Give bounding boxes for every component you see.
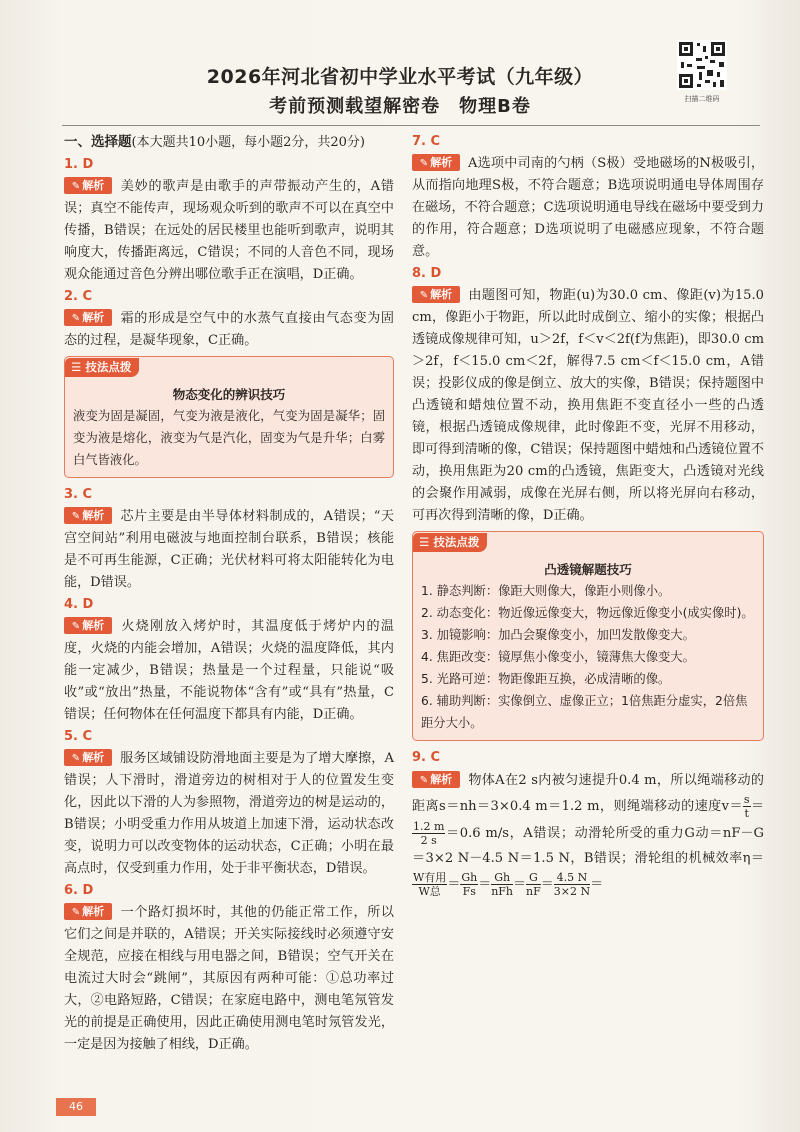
pencil-icon: ✎ (419, 290, 429, 301)
analysis-tag: ✎ 解析 (64, 749, 112, 766)
tip-item: 6. 辅助判断：实像倒立、虚像正立；1倍焦距分虚实，2倍焦距分大小。 (421, 694, 748, 730)
answer-1: 1. D (64, 157, 94, 172)
tip-box-8 (412, 531, 764, 741)
section-heading (64, 131, 394, 154)
velocity-formula: v＝ $\frac{s}{t}$ ＝ $\frac{1.2 m}{2 s}$ (413, 793, 764, 847)
exam-title: 2026年河北省初中学业水平考试（九年级） (206, 66, 594, 88)
pencil-icon: ✎ (71, 621, 81, 632)
explanation-1: ✎ 解析 美妙的歌声是由歌手的声带振动产生的，A错误；真空不能传声，现场观众听到的歌声不可以在真空中传播，B错误；在远处的居民楼里也能听到歌声，说明其响度大，传播距离远，C错误；不同的人音色不同，现场观众能通过音色分辨出哪位歌手正在演唱，D正确。 (64, 179, 394, 282)
answer-3: 3. C (64, 487, 93, 502)
analysis-tag: ✎ 解析 (64, 617, 112, 634)
answer-8: 8. D (412, 266, 442, 281)
tips-tag: ☰ 技法点拨 (413, 533, 487, 552)
answer-6: 6. D (64, 883, 94, 898)
answer-7: 7. C (412, 134, 441, 149)
analysis-tag: ✎ 解析 (64, 309, 112, 326)
pencil-icon: ✎ (71, 753, 81, 764)
section-title: 一、选择题 (64, 134, 132, 150)
tip-item: 5. 光路可逆：物距像距互换，必成清晰的像。 (421, 672, 671, 686)
analysis-tag: ✎ 解析 (412, 154, 460, 171)
tip-title: 物态变化的辨识技巧 (172, 387, 286, 402)
tip-item: 2. 动态变化：物近像远像变大，物远像近像变小(成实像时)。 (421, 606, 754, 620)
pencil-icon: ✎ (71, 907, 81, 918)
pencil-icon: ✎ (71, 313, 81, 324)
page-number: 46 (56, 1098, 96, 1116)
analysis-tag: ✎ 解析 (64, 903, 112, 920)
answer-2: 2. C (64, 289, 93, 304)
section-note: (本大题共10小题，每小题2分，共20分) (131, 135, 365, 150)
explanation-8: ✎ 解析 由题图可知，物距(u)为30.0 cm、像距(v)为15.0 cm，像距小于物距，所以此时成倒立、缩小的实像；根据凸透镜成像规律可知，u＞2f，f＜v＜2f(f为焦距)，即30.0 cm＞2f，f＜15.0 cm＜2f，解得7.5 cm＜f＜15.0 cm，A错误；投影仪成的像是倒立、放大的实像，B错误；保持题图中凸透镜和蜡烛位置不动，换用焦距不变直径小一些的凸透镜，根据凸透镜成像规律，此时像距不变，光屏不用移动，即可得到清晰的像，C错误；保持题图中蜡烛和凸透镜位置不动，换用焦距为20 cm的凸透镜，焦距变大，凸透镜对光线的会聚作用减弱，成像在光屏右侧，所以将光屏向右移动，可再次得到清晰的像，D正确。 (412, 288, 764, 523)
explanation-4: ✎ 解析 火烧刚放入烤炉时，其温度低于烤炉内的温度，火烧的内能会增加，A错误；火烧的温度降低，其内能一定减少，B错误；热量是一个过程量，只能说“吸收”或“放出”热量，不能说物体“含有”或“具有”热量，C错误；任何物体在任何温度下都具有内能，D正确。 (64, 619, 394, 722)
explanation-3: ✎ 解析 芯片主要是由半导体材料制成的，A错误；“天宫空间站”利用电磁波与地面控制台联系，B错误；核能是不可再生能源，C正确；光伏材料可将太阳能转化为电能，D错误。 (64, 509, 394, 590)
tips-tag: ☰ 技法点拨 (65, 358, 139, 377)
analysis-tag: ✎ 解析 (412, 771, 460, 788)
analysis-tag: ✎ 解析 (412, 286, 460, 303)
qr-label: 扫描二维码 (684, 95, 720, 103)
tip-item: 1. 静态判断：像距大则像大，像距小则像小。 (421, 584, 671, 598)
tip-item: 3. 加镜影响：加凸会聚像变小，加凹发散像变大。 (421, 628, 695, 642)
right-column (412, 131, 764, 898)
explanation-5: ✎ 解析 服务区域铺设防滑地面主要是为了增大摩擦，A错误；人下滑时，滑道旁边的树相对于人的位置发生变化，因此以下滑的人为参照物，滑道旁边的树是运动的，B错误；小明受重力作用从坡道上加速下滑，运动状态改变，说明力可以改变物体的运动状态，C正确；小明在最高点时，仅受到重力作用，处于非平衡状态，D错误。 (64, 751, 394, 876)
explanation-6: ✎ 解析 一个路灯损坏时，其他的仍能正常工作，所以它们之间是并联的，A错误；开关实际接线时必须遵守安全规范，应接在相线与用电器之间，B错误；空气开关在电流过大时会“跳闸”，其原因有两种可能：①总功率过大，②电路短路，C错误；在家庭电路中，测电笔氖管发光的前提是正确使用，因此正确使用测电笔时氖管发光，一定是因为接触了相线，D正确。 (64, 905, 394, 1052)
tip-title: 凸透镜解题技巧 (544, 562, 632, 577)
tip-box-2 (64, 356, 394, 478)
answer-9: 9. C (412, 750, 441, 765)
explanation-7: ✎ 解析 A选项中司南的勺柄（S极）受地磁场的N极吸引，从而指向地理S极，不符合题意；B选项说明通电导体周围存在磁场，不符合题意；C选项说明通电导线在磁场中要受到力的作用，符合题意；D选项说明了电磁感应现象，不符合题意。 (412, 156, 764, 259)
explanation-9: ✎ 解析 物体A在2 s内被匀速提升0.4 m，所以绳端移动的距离s＝nh＝3×0.4 m＝1.2 m，则绳端移动的速度v＝ $\frac{s}{t}$ ＝ $\frac{1.2 m}{2 s}$ ＝0.6 m/s，A错误；动滑轮所受的重力G动＝nF－G＝3×2 N－4.5 N＝1.5 N，B错误；滑轮组的机械效率η＝ $\frac{\text{W有用}}{\text{W总}}$ ＝ $\frac{Gh}{Fs}$ ＝ $\frac{Gh}{\text{nFh}}$ ＝ $\frac{G}{nF}$ ＝ $\frac{4.5 N}{3\times 2 N}$ ＝ (412, 773, 764, 898)
pencil-icon: ✎ (419, 775, 429, 786)
explanation-2: ✎ 解析 霜的形成是空气中的水蒸气直接由气态变为固态的过程，是凝华现象，C正确。 (64, 311, 394, 348)
exam-subtitle: 考前预测载望解密卷 物理B卷 (269, 96, 531, 117)
pencil-icon: ✎ (71, 181, 81, 192)
analysis-tag: ✎ 解析 (64, 177, 112, 194)
pencil-icon: ✎ (419, 158, 429, 169)
analysis-tag: ✎ 解析 (64, 507, 112, 524)
answer-4: 4. D (64, 597, 94, 612)
efficiency-formula: $\frac{\text{W有用}}{\text{W总}}$ ＝ $\frac{Gh}{Fs}$ ＝ $\frac{Gh}{\text{nFh}}$ ＝ $\frac{G}{nF}$ ＝ $\frac{4.5 N}{3\times 2 N}$ ＝ (413, 871, 604, 898)
answer-5: 5. C (64, 729, 93, 744)
qr-code-icon[interactable] (677, 40, 727, 102)
tip-text: 液变为固是凝固，气变为液是液化，气变为固是凝华；固变为液是熔化，液变为气是汽化，固变为气是升华；白雾白气皆液化。 (73, 409, 385, 467)
header-divider (62, 125, 760, 126)
pencil-icon: ✎ (71, 511, 81, 522)
left-column (64, 131, 394, 1056)
tip-item: 4. 焦距改变：镜厚焦小像变小，镜薄焦大像变大。 (421, 650, 695, 664)
